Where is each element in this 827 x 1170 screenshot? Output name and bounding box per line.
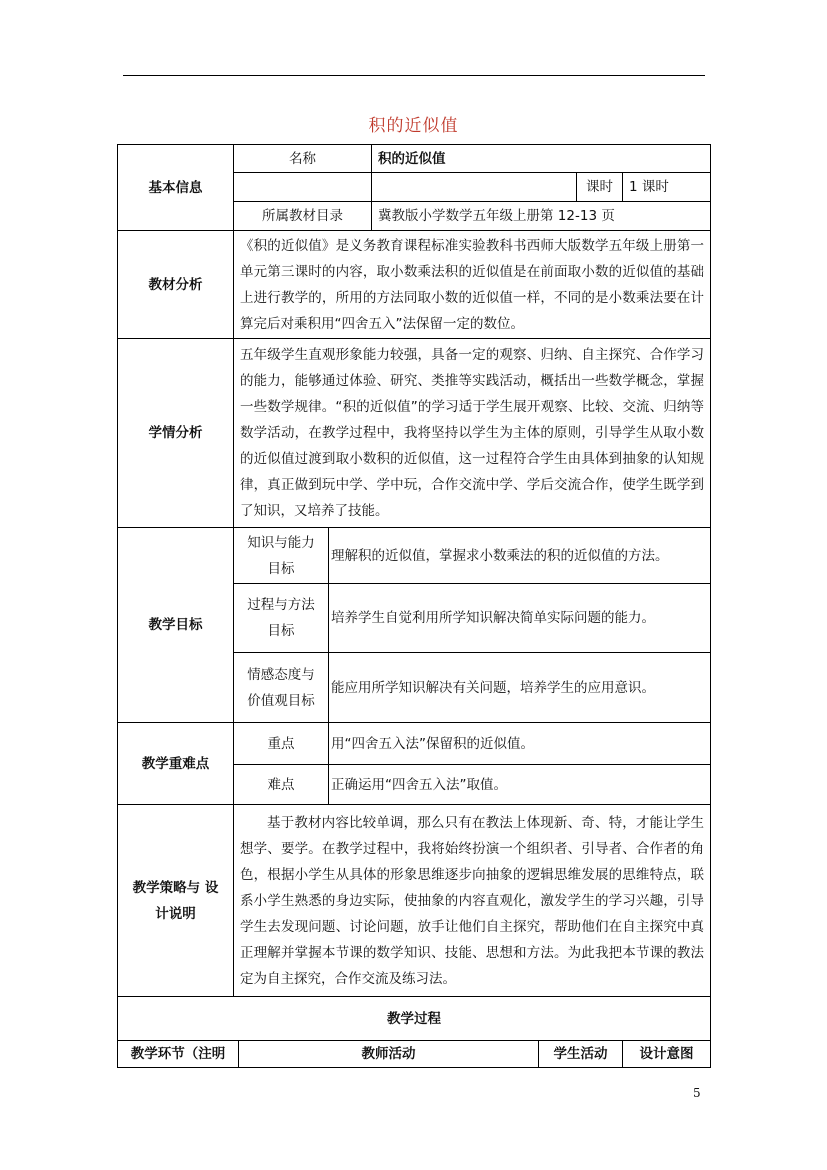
focus-text: 用“四舍五入法”保留积的近似值。: [329, 723, 711, 765]
page-number: 5: [693, 1086, 701, 1100]
hours-label: 课时: [577, 173, 623, 202]
goal-label-attitude: [234, 653, 329, 723]
goal-label-knowledge: [234, 528, 329, 584]
name-label: 名称: [234, 145, 372, 173]
goal-label-line: 价值观目标: [247, 692, 315, 709]
student-analysis-label: 学情分析: [118, 339, 234, 528]
strategy-label-line: 教学策略与 设: [132, 879, 219, 896]
focus-label: 重点: [234, 723, 329, 765]
goal-label-line: 目标: [267, 560, 295, 577]
catalog-label: 所属教材目录: [234, 202, 372, 231]
key-points-label: 教学重难点: [118, 723, 234, 805]
strategy-label: [118, 805, 234, 997]
process-col-student: 学生活动: [539, 1041, 623, 1068]
process-title: 教学过程: [118, 997, 711, 1041]
teaching-goals-label: 教学目标: [118, 528, 234, 723]
strategy-label-line: 计说明: [155, 905, 196, 922]
name-value: 积的近似值: [372, 145, 711, 173]
document-title: 积的近似值: [368, 116, 459, 136]
goal-label-line: 过程与方法: [247, 597, 315, 613]
goal-label-process: [234, 584, 329, 653]
empty-cell: [372, 173, 577, 202]
catalog-value: 冀教版小学数学五年级上册第 12-13 页: [372, 202, 711, 231]
goal-label-line: 目标: [267, 623, 295, 639]
process-col-stage: 教学环节（注明: [118, 1041, 239, 1068]
goal-text-process: 培养学生自觉利用所学知识解决简单实际问题的能力。: [329, 584, 711, 653]
strategy-text: 基于教材内容比较单调，那么只有在教法上体现新、奇、特，才能让学生想学、要学。在教学过程中，我将始终扮演一个组织者、引导者、合作者的角色，根据小学生从具体的形象思维逐步向抽象的逻辑思维发展的思维特点，联系小学生熟悉的身边实际，使抽象的内容直观化，激发学生的学习兴趣，引导学生去发现问题、讨论问题，放手让他们自主探究，帮助他们在自主探究中真正理解并掌握本节课的数学知识、技能、思想和方法。为此我把本节课的教法定为自主探究，合作交流及练习法。: [234, 805, 711, 997]
empty-cell: [234, 173, 372, 202]
difficulty-label: 难点: [234, 765, 329, 805]
textbook-analysis-text: 《积的近似值》是义务教育课程标准实验教科书西师大版数学五年级上册第一单元第三课时的内容，取小数乘法积的近似值是在前面取小数的近似值的基础上进行教学的，所用的方法同取小数的近似值一样，不同的是小数乘法要在计算完后对乘积用“四舍五入”法保留一定的数位。: [234, 231, 711, 339]
goal-text-knowledge: 理解积的近似值，掌握求小数乘法的积的近似值的方法。: [329, 528, 711, 584]
student-analysis-text: 五年级学生直观形象能力较强，具备一定的观察、归纳、自主探究、合作学习的能力，能够通过体验、研究、类推等实践活动，概括出一些数学概念，掌握一些数学规律。“积的近似值”的学习适于学生展开观察、比较、交流、归纳等数学活动，在教学过程中，我将坚持以学生为主体的原则，引导学生从取小数的近似值过渡到取小数积的近似值，这一过程符合学生由具体到抽象的认知规律，真正做到玩中学、学中玩，合作交流中学、学后交流合作，使学生既学到了知识，又培养了技能。: [234, 339, 711, 528]
hours-value: 1 课时: [623, 173, 711, 202]
textbook-analysis-label: 教材分析: [118, 231, 234, 339]
basic-info-label: 基本信息: [118, 145, 234, 231]
difficulty-text: 正确运用“四舍五入法”取值。: [329, 765, 711, 805]
process-col-intent: 设计意图: [623, 1041, 711, 1068]
goal-label-line: 知识与能力: [247, 534, 315, 551]
lesson-plan-table: [117, 144, 711, 1068]
header-rule: [123, 75, 705, 76]
goal-text-attitude: 能应用所学知识解决有关问题，培养学生的应用意识。: [329, 653, 711, 723]
process-col-teacher: 教师活动: [239, 1041, 539, 1068]
goal-label-line: 情感态度与: [247, 666, 315, 683]
